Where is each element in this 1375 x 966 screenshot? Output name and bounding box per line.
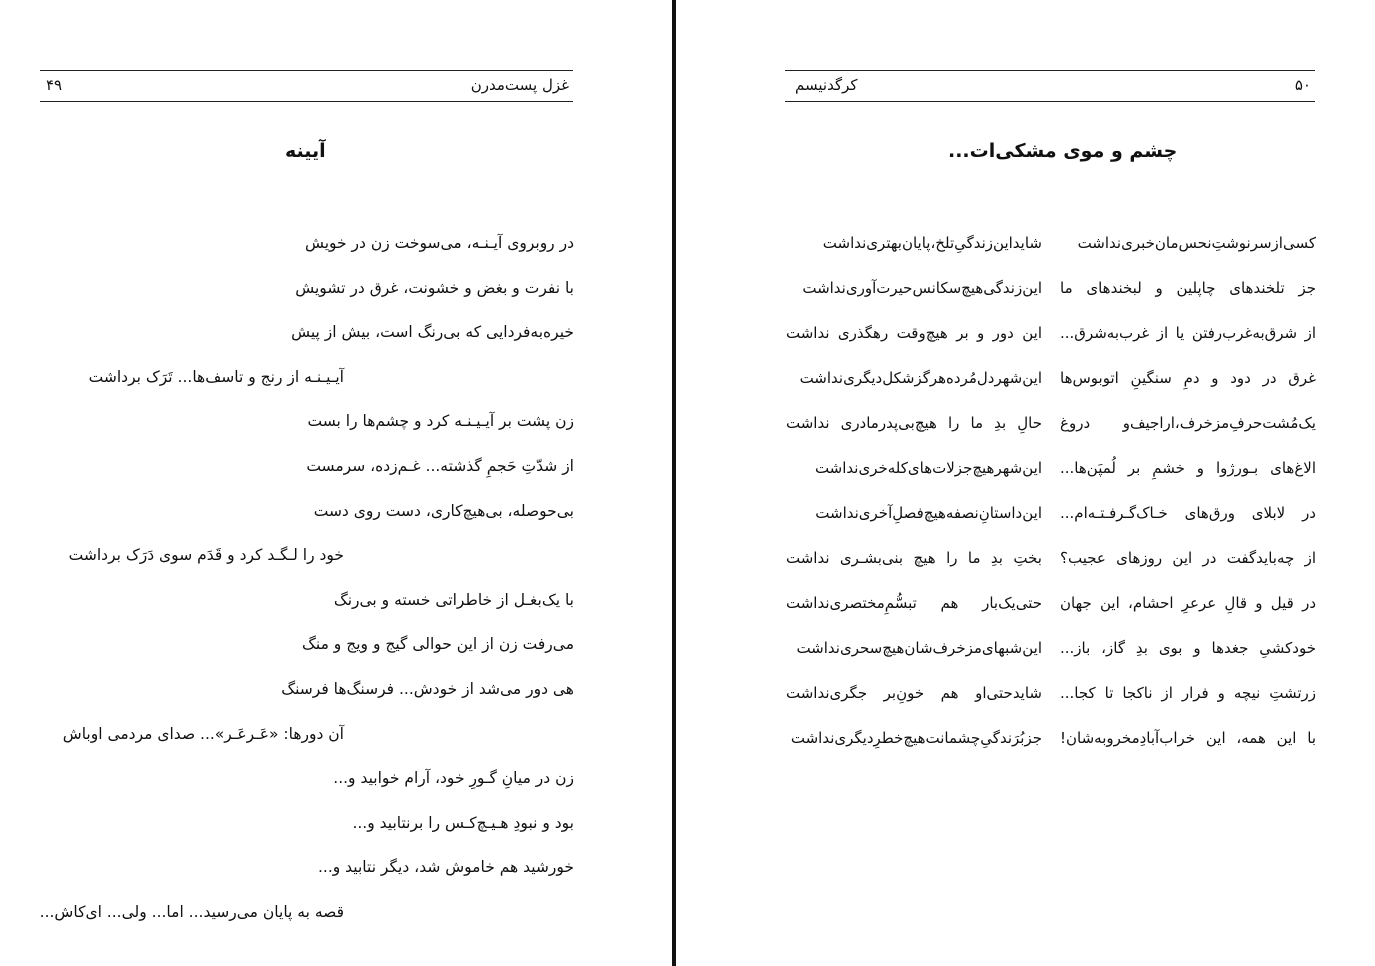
first-hemistich: کسی‌ازسرنوشتِ‌نحس‌مان‌خبری‌نداشت (1077, 234, 1316, 252)
poem-line-text: خیره‌به‌فردایی که بی‌رنگ است، بیش از پیش (291, 323, 574, 342)
first-hemistich: الاغ‌های بـورژوا و خشمِ بر لُمپَن‌ها... (1060, 459, 1316, 477)
couplet (784, 316, 1316, 361)
second-hemistich: شایداین‌زندگیِ‌تلخ،پایان‌بهتری‌نداشت (822, 234, 1042, 252)
second-hemistich: بختِ بدِ ما را هیچ بنی‌بشـری نداشت (786, 549, 1042, 567)
couplet (784, 586, 1316, 631)
poem-line-text: آن دورها: «عَـرعَـر»... صدای مردمی اوباش (62, 724, 344, 743)
couplet (784, 271, 1316, 316)
couplet (784, 451, 1316, 496)
first-hemistich: از شرق‌به‌غرب‌رفتن یا از غرب‌به‌شرق... (1060, 324, 1316, 342)
poem-line (40, 895, 574, 940)
couplet (784, 676, 1316, 721)
poem-line (40, 583, 574, 628)
first-hemistich: زرتشتِ نیچه و فرار از ناکجا تا کجا... (1060, 684, 1316, 702)
poem-line-text: با نفرت و بغض و خشونت، غرق در تشویش (295, 278, 574, 297)
poem-line-text: زن در میانِ گـورِ خود، آرام خوابید و... (333, 769, 574, 788)
left-poem-title: آیینه (285, 140, 326, 162)
couplet (784, 361, 1316, 406)
right-page-number: ۵۰ (1294, 76, 1311, 94)
second-hemistich: این‌شهردل‌مُرده‌هرگزشکل‌دیگری‌نداشت (799, 369, 1042, 387)
second-hemistich: جزبُرَندگیِ‌چشمانت‌هیچ‌خطرِدیگری‌نداشت (790, 729, 1042, 747)
first-hemistich: جز تلخندهای چاپلین و لبخندهای ما (1060, 279, 1316, 297)
left-page (0, 0, 672, 966)
poem-line-text: خود را لـگـد کرد و قَدَم سوی دَرَک برداشت (68, 546, 344, 565)
poem-line (40, 315, 574, 360)
poem-line (40, 226, 574, 271)
right-poem-couplets (784, 226, 1316, 766)
right-header-title: کرگدنیسم (795, 76, 858, 94)
poem-line (40, 627, 574, 672)
poem-line (40, 538, 574, 583)
left-page-number: ۴۹ (46, 76, 63, 94)
poem-line-text: از شدّتِ حَجمِ گذشته... غـم‌زده، سرمست (306, 456, 574, 475)
first-hemistich: خودکشیِ جغدها و بوی بدِ گاز، باز... (1060, 639, 1316, 657)
second-hemistich: شاید‌حتی‌او هم خونِ‌بر جگری‌نداشت (786, 684, 1042, 702)
couplet (784, 496, 1316, 541)
second-hemistich: حتی‌یک‌بار هم تبسُّمِ‌مختصری‌نداشت (786, 594, 1042, 612)
poem-line (40, 761, 574, 806)
first-hemistich: یک‌مُشت‌حرفِ‌مزخرف،اراجیف‌و دروغ (1060, 414, 1316, 432)
left-page-header (40, 70, 573, 102)
first-hemistich: در لابلای ورق‌های خـاک‌گـرفـتـه‌ام... (1060, 504, 1316, 522)
left-header-title: غزل پست‌مدرن (470, 76, 569, 94)
second-hemistich: این‌زندگی‌هیچ‌سکانس‌حیرت‌آوری‌نداشت (802, 279, 1042, 297)
poem-line (40, 672, 574, 717)
first-hemistich: غرق در دود و دمِ سنگینِ اتوبوس‌ها (1060, 369, 1316, 387)
poem-line-text: بی‌حوصله، بی‌هیچ‌کاری، دست روی دست (313, 501, 574, 520)
right-poem-title: چشم و موی مشکی‌ات... (948, 140, 1178, 162)
poem-line-text: بود و نبودِ هـیـچ‌کـس را برنتابید و... (352, 813, 574, 832)
first-hemistich: در قیل و قالِ عرعرِ احشام، این جهان (1060, 594, 1316, 612)
couplet (784, 226, 1316, 271)
poem-line (40, 449, 574, 494)
poem-line-text: آیـیـنـه از رنج و تاسف‌ها... تَرَک برداشت (88, 367, 344, 386)
left-poem-lines (40, 226, 574, 940)
right-page (678, 0, 1375, 966)
second-hemistich: این‌شبهای‌مزخرف‌شان‌هیچ‌سحری‌نداشت (796, 639, 1042, 657)
second-hemistich: این‌داستانِ‌نصفه‌هیچ‌فصلِ‌آخری‌نداشت (815, 504, 1042, 522)
couplet (784, 721, 1316, 766)
second-hemistich: این‌شهرهیچ‌جزلات‌های‌کله‌خری‌نداشت (814, 459, 1042, 477)
first-hemistich: از چه‌باید‌گفت در این روزهای عجیب؟ (1060, 549, 1316, 567)
poem-line-text: با یک‌بغـل از خاطراتی خسته و بی‌رنگ (333, 590, 574, 609)
second-hemistich: این دور و بر هیچ‌وقت رهگذری نداشت (786, 324, 1042, 342)
second-hemistich: حالِ بدِ ما را هیچ‌بی‌پدرمادری نداشت (786, 414, 1042, 432)
couplet (784, 406, 1316, 451)
poem-line (40, 360, 574, 405)
poem-line-text: هی دور می‌شد از خودش... فرسنگ‌ها فرسنگ (281, 679, 574, 698)
page-divider (672, 0, 676, 966)
couplet (784, 631, 1316, 676)
poem-line (40, 404, 574, 449)
poem-line (40, 717, 574, 762)
poem-line (40, 806, 574, 851)
first-hemistich: با این همه، این خراب‌آبادِمخروبه‌شان! (1060, 729, 1316, 747)
poem-line-text: خورشید هم خاموش شد، دیگر نتابید و... (317, 858, 574, 877)
poem-line-text: قصه به پایان می‌رسید... اما... ولی... ای‌کاش... (39, 902, 344, 921)
poem-line-text: زن پشت بر آیـیـنـه کرد و چشم‌ها را بست (307, 412, 574, 431)
poem-line-text: در روبروی آیـنـه، می‌سوخت زن در خویش (304, 234, 574, 252)
poem-line (40, 850, 574, 895)
poem-line (40, 494, 574, 539)
poem-line (40, 271, 574, 316)
poem-line-text: می‌رفت زن از این حوالی گیج و ویج و منگ (302, 635, 574, 654)
couplet (784, 541, 1316, 586)
right-page-header (785, 70, 1315, 102)
